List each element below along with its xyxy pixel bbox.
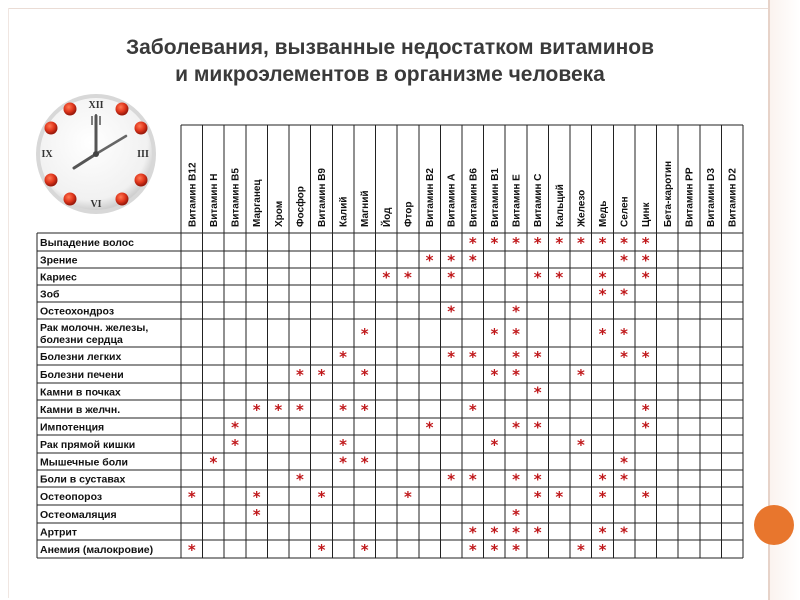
column-header: Цинк — [641, 202, 653, 227]
deficiency-mark: * — [317, 366, 326, 384]
deficiency-mark: * — [468, 401, 477, 419]
deficiency-mark: * — [620, 234, 629, 252]
deficiency-mark: * — [447, 470, 456, 489]
deficiency-mark: * — [295, 470, 304, 489]
deficiency-mark: * — [360, 325, 369, 343]
column-header: Селен — [619, 196, 631, 227]
clock-numeral-12: XII — [88, 100, 104, 111]
row-header: Зрение — [40, 254, 78, 267]
deficiency-mark: * — [512, 348, 520, 366]
deficiency-mark: * — [533, 488, 542, 506]
row-header: Остеопороз — [40, 491, 103, 503]
deficiency-mark: * — [339, 436, 348, 454]
row-header: болезни сердца — [40, 334, 123, 346]
deficiency-mark: * — [512, 418, 520, 437]
deficiency-mark: * — [598, 488, 607, 506]
row-header: Зоб — [40, 288, 60, 301]
deficiency-mark: * — [620, 470, 629, 489]
column-header: Кальций — [554, 184, 566, 227]
row-header: Боли в суставах — [40, 473, 126, 486]
deficiency-mark: * — [468, 523, 477, 542]
deficiency-mark: * — [360, 366, 369, 384]
row-header: Болезни легких — [40, 351, 122, 363]
column-header: Витамин В6 — [468, 168, 480, 227]
deficiency-mark: * — [533, 268, 542, 287]
deficiency-mark: * — [490, 541, 499, 559]
row-header: Выпадение волос — [40, 237, 134, 249]
column-header: Витамин С — [533, 173, 545, 227]
deficiency-mark: * — [339, 453, 348, 472]
deficiency-mark: * — [425, 418, 434, 437]
deficiency-mark: * — [533, 523, 542, 542]
row-header: Импотенция — [40, 421, 105, 434]
deficiency-mark: * — [295, 366, 304, 384]
row-header: Остеохондроз — [40, 305, 115, 318]
table-column-headers — [187, 161, 738, 228]
column-header: Фосфор — [295, 186, 307, 227]
deficiency-mark: * — [598, 523, 607, 542]
deficiency-mark: * — [187, 541, 196, 559]
deficiency-mark: * — [360, 453, 369, 472]
deficiency-mark: * — [641, 418, 650, 437]
column-header: Калий — [338, 196, 350, 227]
clock-numeral-9: IX — [41, 149, 53, 160]
column-header: Йод — [381, 207, 393, 227]
deficiency-mark: * — [490, 523, 499, 542]
column-header: Витамин А — [446, 173, 458, 227]
deficiency-mark: * — [555, 234, 564, 252]
deficiency-mark: * — [641, 268, 650, 287]
deficiency-mark: * — [468, 541, 477, 559]
clock-numeral-6: VI — [90, 199, 102, 210]
column-header: Медь — [598, 200, 609, 227]
deficiency-mark: * — [360, 541, 369, 559]
deficiency-mark: * — [533, 418, 542, 437]
deficiency-mark: * — [576, 436, 585, 454]
deficiency-mark: * — [598, 234, 607, 252]
column-header: Витамин Е — [511, 174, 523, 227]
deficiency-mark: * — [512, 234, 520, 252]
deficiency-mark: * — [339, 348, 348, 366]
deficiency-mark: * — [468, 234, 477, 252]
column-header: Витамин В9 — [317, 168, 328, 227]
row-header: Мышечные боли — [40, 456, 128, 469]
deficiency-mark: * — [620, 453, 629, 472]
deficiency-mark: * — [620, 285, 629, 304]
deficiency-mark: * — [295, 401, 304, 419]
row-header: Камни в почках — [40, 386, 121, 399]
deficiency-mark: * — [620, 348, 629, 366]
deficiency-mark: * — [555, 488, 564, 506]
row-header: Болезни печени — [40, 369, 124, 381]
deficiency-mark: * — [468, 251, 477, 270]
table-grid-lines — [37, 125, 743, 558]
column-header: Марганец — [252, 179, 264, 227]
column-header: Витамин D2 — [727, 168, 739, 227]
deficiency-mark: * — [209, 453, 218, 472]
deficiency-mark: * — [641, 488, 650, 506]
deficiency-mark: * — [404, 268, 412, 287]
deficiency-mark: * — [533, 348, 542, 366]
deficiency-mark: * — [512, 523, 520, 542]
column-header: Витамин В12 — [187, 162, 199, 227]
deficiency-mark: * — [447, 348, 456, 366]
deficiency-mark: * — [533, 234, 542, 252]
deficiency-mark: * — [317, 488, 326, 506]
deficiency-mark: * — [620, 325, 629, 343]
deficiency-mark: * — [404, 488, 412, 506]
deficiency-mark: * — [317, 541, 326, 559]
deficiency-mark: * — [576, 366, 585, 384]
deficiency-mark: * — [252, 401, 261, 419]
deficiency-mark: * — [490, 234, 499, 252]
row-header: Кариес — [40, 271, 77, 284]
deficiency-mark: * — [447, 251, 456, 270]
deficiency-mark: * — [598, 285, 607, 304]
deficiency-mark: * — [339, 401, 348, 419]
deficiency-mark: * — [533, 383, 542, 402]
deficiency-mark: * — [512, 541, 520, 559]
deficiency-mark: * — [490, 436, 499, 454]
clock-numeral-3: III — [137, 149, 149, 160]
deficiency-mark: * — [274, 401, 283, 419]
column-header: Бета-каротин — [662, 160, 674, 227]
deficiency-mark: * — [641, 348, 650, 366]
row-header: Рак молочн. железы, — [40, 322, 149, 334]
deficiency-mark: * — [490, 325, 499, 343]
deficiency-mark: * — [360, 401, 369, 419]
title-line-2: и микроэлементов в организме человека — [175, 63, 605, 86]
deficiency-mark: * — [490, 366, 499, 384]
title-line-1: Заболевания, вызванные недостатком витаминов — [125, 36, 655, 59]
deficiency-mark: * — [620, 523, 629, 542]
deficiency-mark: * — [641, 401, 650, 419]
deficiency-mark: * — [252, 506, 261, 524]
row-header: Остеомаляция — [40, 509, 117, 521]
deficiency-mark: * — [447, 302, 456, 321]
deficiency-mark: * — [512, 470, 520, 489]
deficiency-mark: * — [555, 268, 564, 287]
deficiency-mark: * — [512, 366, 520, 384]
column-header: Железо — [576, 189, 588, 227]
column-header: Фтор — [403, 201, 415, 227]
deficiency-mark: * — [468, 470, 477, 489]
deficiency-mark: * — [533, 470, 542, 489]
deficiency-mark: * — [382, 268, 391, 287]
deficiency-mark: * — [641, 234, 650, 252]
deficiency-mark: * — [512, 325, 520, 343]
row-header: Рак прямой кишки — [40, 439, 136, 451]
column-header: Витамин РР — [684, 167, 696, 227]
deficiency-mark: * — [620, 251, 629, 270]
column-header: Витамин Н — [208, 173, 220, 227]
deficiency-mark: * — [512, 302, 520, 321]
column-header: Витамин В2 — [425, 168, 437, 227]
deficiency-mark: * — [447, 268, 456, 287]
column-header: Витамин В1 — [489, 168, 501, 227]
deficiency-mark: * — [252, 488, 261, 506]
deficiency-mark: * — [576, 234, 585, 252]
row-header: Артрит — [40, 526, 78, 539]
row-header: Анемия (малокровие) — [40, 544, 154, 556]
deficiency-mark: * — [187, 488, 196, 506]
deficiency-mark: * — [231, 418, 239, 437]
row-header: Камни в желчн. — [40, 404, 121, 416]
deficiency-mark: * — [231, 436, 239, 454]
column-header: Хром — [273, 200, 285, 227]
deficiency-mark: * — [425, 251, 434, 270]
deficiency-mark: * — [468, 348, 477, 366]
column-header: Витамин D3 — [706, 168, 718, 227]
deficiency-mark: * — [641, 251, 650, 270]
deficiency-mark: * — [598, 268, 607, 287]
deficiency-mark: * — [576, 541, 585, 559]
deficiency-mark: * — [598, 470, 607, 489]
column-header: Витамин В5 — [230, 168, 242, 227]
deficiency-mark: * — [598, 541, 607, 559]
deficiency-mark: * — [512, 506, 520, 524]
column-header: Магний — [360, 190, 372, 227]
deficiency-mark: * — [598, 325, 607, 343]
